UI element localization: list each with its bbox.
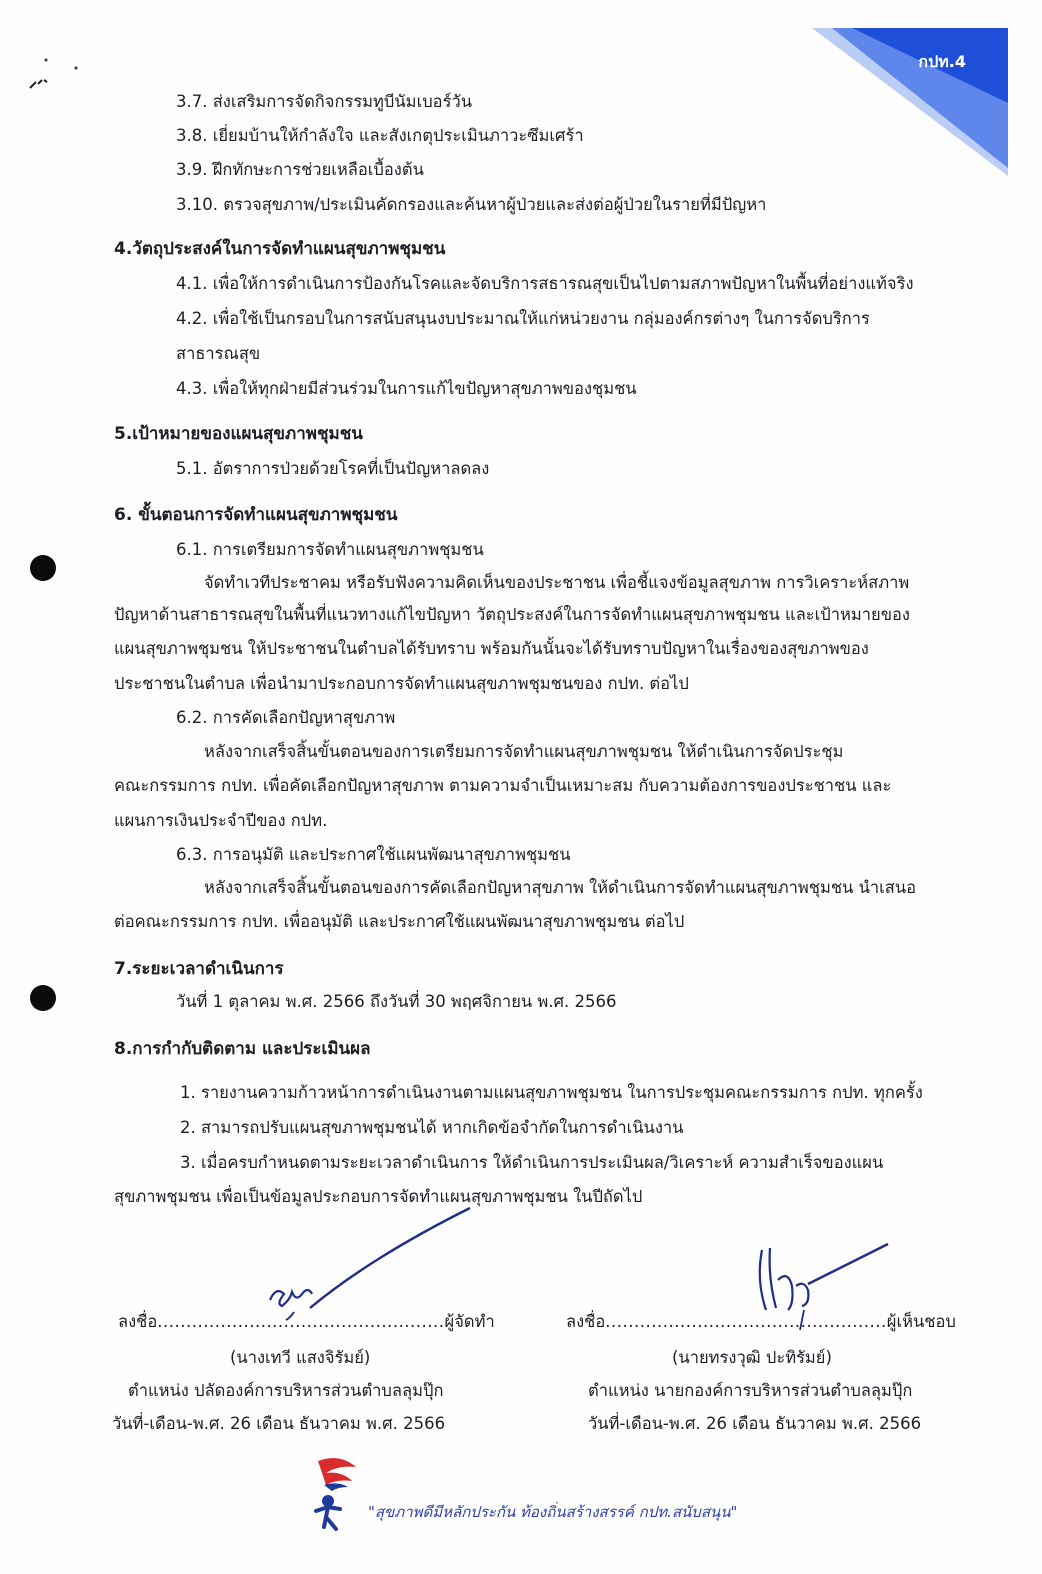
section5-item-1: 5.1. อัตราการป่วยด้วยโรคที่เป็นปัญหาลดลง bbox=[176, 459, 490, 478]
right-signer-name: (นายทรงวุฒิ ปะทิรัมย์) bbox=[672, 1348, 832, 1367]
left-sign-date: วันที่-เดือน-พ.ศ. 26 เดือน ธันวาคม พ.ศ. 2566 bbox=[112, 1414, 446, 1433]
section4-heading: 4.วัตถุประสงค์ในการจัดทำแผนสุขภาพชุมชน bbox=[114, 239, 446, 259]
section6-sub1-line: แผนสุขภาพชุมชน ให้ประชาชนในตำบลได้รับทราบ พร้อมกันนั้นจะได้รับทราบปัญหาในเรื่องของสุขภาพของ bbox=[114, 639, 869, 658]
left-signer-name: (นางเทวี แสงจิรัมย์) bbox=[230, 1348, 371, 1367]
section6-sub3-line: ต่อคณะกรรมการ กปท. เพื่ออนุมัติ และประกาศใช้แผนพัฒนาสุขภาพชุมชน ต่อไป bbox=[114, 912, 685, 931]
section3-item-3-9: 3.9. ฝึกทักษะการช่วยเหลือเบื้องต้น bbox=[176, 160, 424, 179]
section7-heading: 7.ระยะเวลาดำเนินการ bbox=[114, 959, 284, 979]
right-sign-date: วันที่-เดือน-พ.ศ. 26 เดือน ธันวาคม พ.ศ. 2566 bbox=[588, 1414, 922, 1433]
section6-sub3-title: 6.3. การอนุมัติ และประกาศใช้แผนพัฒนาสุขภาพชุมชน bbox=[176, 845, 571, 864]
section3-item-3-10: 3.10. ตรวจสุขภาพ/ประเมินคัดกรองและค้นหาผู้ป่วยและส่งต่อผู้ป่วยในรายที่มีปัญหา bbox=[176, 195, 767, 214]
section8-item-3-line1: 3. เมื่อครบกำหนดตามระยะเวลาดำเนินการ ให้ดำเนินการประเมินผล/วิเคราะห์ ความสำเร็จของแผน bbox=[180, 1153, 884, 1172]
section6-sub2-title: 6.2. การคัดเลือกปัญหาสุขภาพ bbox=[176, 708, 396, 727]
section6-sub2-line: หลังจากเสร็จสิ้นขั้นตอนของการเตรียมการจัดทำแผนสุขภาพชุมชน ให้ดำเนินการจัดประชุม bbox=[204, 742, 844, 761]
left-signer-position: ตำแหน่ง ปลัดองค์การบริหารส่วนตำบลลุมปุ๊ก bbox=[128, 1381, 444, 1400]
section4-item-2-line2: สาธารณสุข bbox=[176, 344, 261, 363]
section8-item-3-line2: สุขภาพชุมชน เพื่อเป็นข้อมูลประกอบการจัดทำแผนสุขภาพชุมชน ในปีถัดไป bbox=[114, 1187, 643, 1206]
scan-specks bbox=[28, 58, 98, 94]
section6-sub1-line: จัดทำเวทีประชาคม หรือรับฟังความคิดเห็นของประชาชน เพื่อชี้แจงข้อมูลสุขภาพ การวิเคราะห์สภาพ bbox=[204, 573, 910, 592]
section6-sub2-line: แผนการเงินประจำปีของ กปท. bbox=[114, 811, 328, 830]
section4-item-3: 4.3. เพื่อให้ทุกฝ่ายมีส่วนร่วมในการแก้ไขปัญหาสุขภาพของชุมชน bbox=[176, 379, 637, 398]
corner-tag: กปท.4 bbox=[918, 52, 966, 71]
section4-item-1: 4.1. เพื่อให้การดำเนินการป้องกันโรคและจัดบริการสธารณสุขเป็นไปตามสภาพปัญหาในพื้นที่อย่างแท้จริง bbox=[176, 274, 914, 293]
left-sign-row bbox=[118, 1310, 495, 1334]
left-sign-label: ลงชื่อ bbox=[118, 1312, 158, 1331]
left-sign-role: ผู้จัดทำ bbox=[444, 1312, 495, 1331]
section8-item-1: 1. รายงานความก้าวหน้าการดำเนินงานตามแผนสุขภาพชุมชน ในการประชุมคณะกรรมการ กปท. ทุกครั้ง bbox=[180, 1083, 923, 1102]
corner-tab-graphic bbox=[812, 28, 1008, 176]
footer-slogan: "สุขภาพดีมีหลักประกัน ท้องถิ่นสร้างสรรค์ กปท.สนับสนุน" bbox=[368, 1503, 738, 1521]
right-sign-role: ผู้เห็นชอบ bbox=[886, 1312, 956, 1331]
right-signer-position: ตำแหน่ง นายกองค์การบริหารส่วนตำบลลุมปุ๊ก bbox=[588, 1381, 913, 1400]
left-sign-dots: .................................................. bbox=[157, 1312, 445, 1331]
punch-hole-bottom bbox=[30, 985, 56, 1011]
section6-sub3-line: หลังจากเสร็จสิ้นขั้นตอนของการคัดเลือกปัญหาสุขภาพ ให้ดำเนินการจัดทำแผนสุขภาพชุมชน นำเสนอ bbox=[204, 878, 917, 897]
section6-heading: 6. ขั้นตอนการจัดทำแผนสุขภาพชุมชน bbox=[114, 505, 398, 525]
section4-item-2-line1: 4.2. เพื่อใช้เป็นกรอบในการสนับสนุนงบประมาณให้แก่หน่วยงาน กลุ่มองค์กรต่างๆ ในการจัดบริการ bbox=[176, 309, 870, 328]
section6-sub1-title: 6.1. การเตรียมการจัดทำแผนสุขภาพชุมชน bbox=[176, 540, 484, 559]
section8-heading: 8.การกำกับติดตาม และประเมินผล bbox=[114, 1039, 371, 1059]
section6-sub1-line: ปัญหาด้านสาธารณสุขในพื้นที่แนวทางแก้ไขปัญหา วัตถุประสงค์ในการจัดทำแผนสุขภาพชุมชน และเป้าหมายของ bbox=[114, 605, 910, 624]
section5-heading: 5.เป้าหมายของแผนสุขภาพชุมชน bbox=[114, 424, 363, 444]
section3-item-3-7: 3.7. ส่งเสริมการจัดกิจกรรมทูบีนัมเบอร์วัน bbox=[176, 92, 472, 111]
section6-sub1-line: ประชาชนในตำบล เพื่อนำมาประกอบการจัดทำแผนสุขภาพชุมชนของ กปท. ต่อไป bbox=[114, 674, 689, 693]
right-sign-dots: ................................................. bbox=[605, 1312, 887, 1331]
fund-logo-icon bbox=[310, 1455, 362, 1535]
right-sign-row bbox=[566, 1310, 956, 1334]
section8-item-2: 2. สามารถปรับแผนสุขภาพชุมชนได้ หากเกิดข้อจำกัดในการดำเนินงาน bbox=[180, 1118, 684, 1137]
section6-sub2-line: คณะกรรมการ กปท. เพื่อคัดเลือกปัญหาสุขภาพ ตามความจำเป็นเหมาะสม กับความต้องการของประชาชน และ bbox=[114, 776, 892, 795]
section7-period: วันที่ 1 ตุลาคม พ.ศ. 2566 ถึงวันที่ 30 พฤศจิกายน พ.ศ. 2566 bbox=[176, 992, 617, 1011]
punch-hole-top bbox=[30, 555, 56, 581]
section3-item-3-8: 3.8. เยี่ยมบ้านให้กำลังใจ และสังเกตุประเมินภาวะซึมเศร้า bbox=[176, 126, 584, 145]
right-sign-label: ลงชื่อ bbox=[566, 1312, 606, 1331]
